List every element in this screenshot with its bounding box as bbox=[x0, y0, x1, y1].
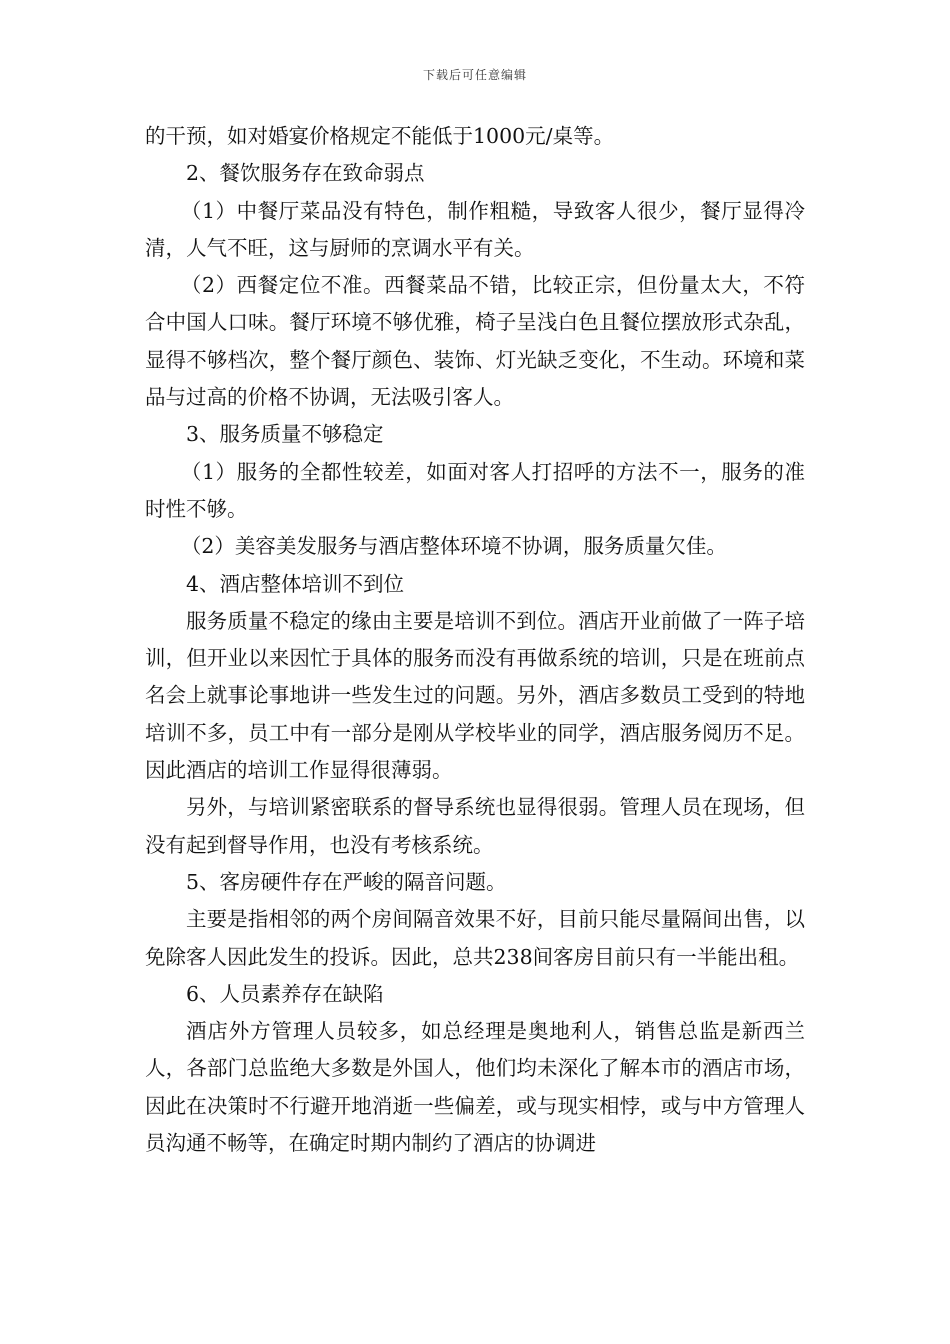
paragraph-western-restaurant: （2）西餐定位不准。西餐菜品不错，比较正宗，但份量太大，不符合中国人口味。餐厅环境不够优雅，椅子呈浅白色且餐位摆放形式杂乱，显得不够档次，整个餐厅颜色、装饰、灯光缺乏变化，不生动。环境和菜品与过高的价格不协调，无法吸引客人。 bbox=[145, 273, 805, 410]
paragraph-supervision: 另外，与培训紧密联系的督导系统也显得很弱。管理人员在现场，但没有起到督导作用，也没有考核系统。 bbox=[145, 795, 805, 857]
paragraph-beauty-salon: （2）美容美发服务与酒店整体环境不协调，服务质量欠佳。 bbox=[180, 534, 727, 559]
section-heading-staff-quality: 6、人员素养存在缺陷 bbox=[186, 981, 384, 1006]
section-heading-service-quality: 3、服务质量不够稳定 bbox=[186, 422, 384, 447]
paragraph-service-consistency: （1）服务的全都性较差，如面对客人打招呼的方法不一，服务的准时性不够。 bbox=[145, 459, 805, 521]
section-heading-soundproofing: 5、客房硬件存在严峻的隔音问题。 bbox=[186, 869, 507, 894]
section-heading-training: 4、酒店整体培训不到位 bbox=[186, 571, 405, 596]
paragraph-intro-continuation: 的干预，如对婚宴价格规定不能低于1000元/桌等。 bbox=[145, 124, 615, 148]
document-body bbox=[145, 118, 805, 1162]
paragraph-soundproofing-details: 主要是指相邻的两个房间隔音效果不好，目前只能尽量隔间出售，以免除客人因此发生的投诉。因此，总共238间客房目前只有一半能出租。 bbox=[145, 907, 805, 969]
page-header-note: 下载后可任意编辑 bbox=[422, 68, 527, 82]
paragraph-chinese-restaurant: （1）中餐厅菜品没有特色，制作粗糙，导致客人很少，餐厅显得冷清，人气不旺，这与厨师的烹调水平有关。 bbox=[145, 198, 805, 260]
section-heading-catering: 2、餐饮服务存在致命弱点 bbox=[186, 161, 425, 186]
paragraph-training-details: 服务质量不稳定的缘由主要是培训不到位。酒店开业前做了一阵子培训，但开业以来因忙于具体的服务而没有再做系统的培训，只是在班前点名会上就事论事地讲一些发生过的问题。另外，酒店多数员工受到的特地培训不多，员工中有一部分是刚从学校毕业的同学，酒店服务阅历不足。因此酒店的培训工作显得很薄弱。 bbox=[145, 608, 805, 783]
paragraph-foreign-management: 酒店外方管理人员较多，如总经理是奥地利人，销售总监是新西兰人，各部门总监绝大多数是外国人，他们均未深化了解本市的酒店市场，因此在决策时不行避开地消逝一些偏差，或与现实相悖，或与中方管理人员沟通不畅等，在确定时期内制约了酒店的协调进 bbox=[145, 1019, 805, 1156]
